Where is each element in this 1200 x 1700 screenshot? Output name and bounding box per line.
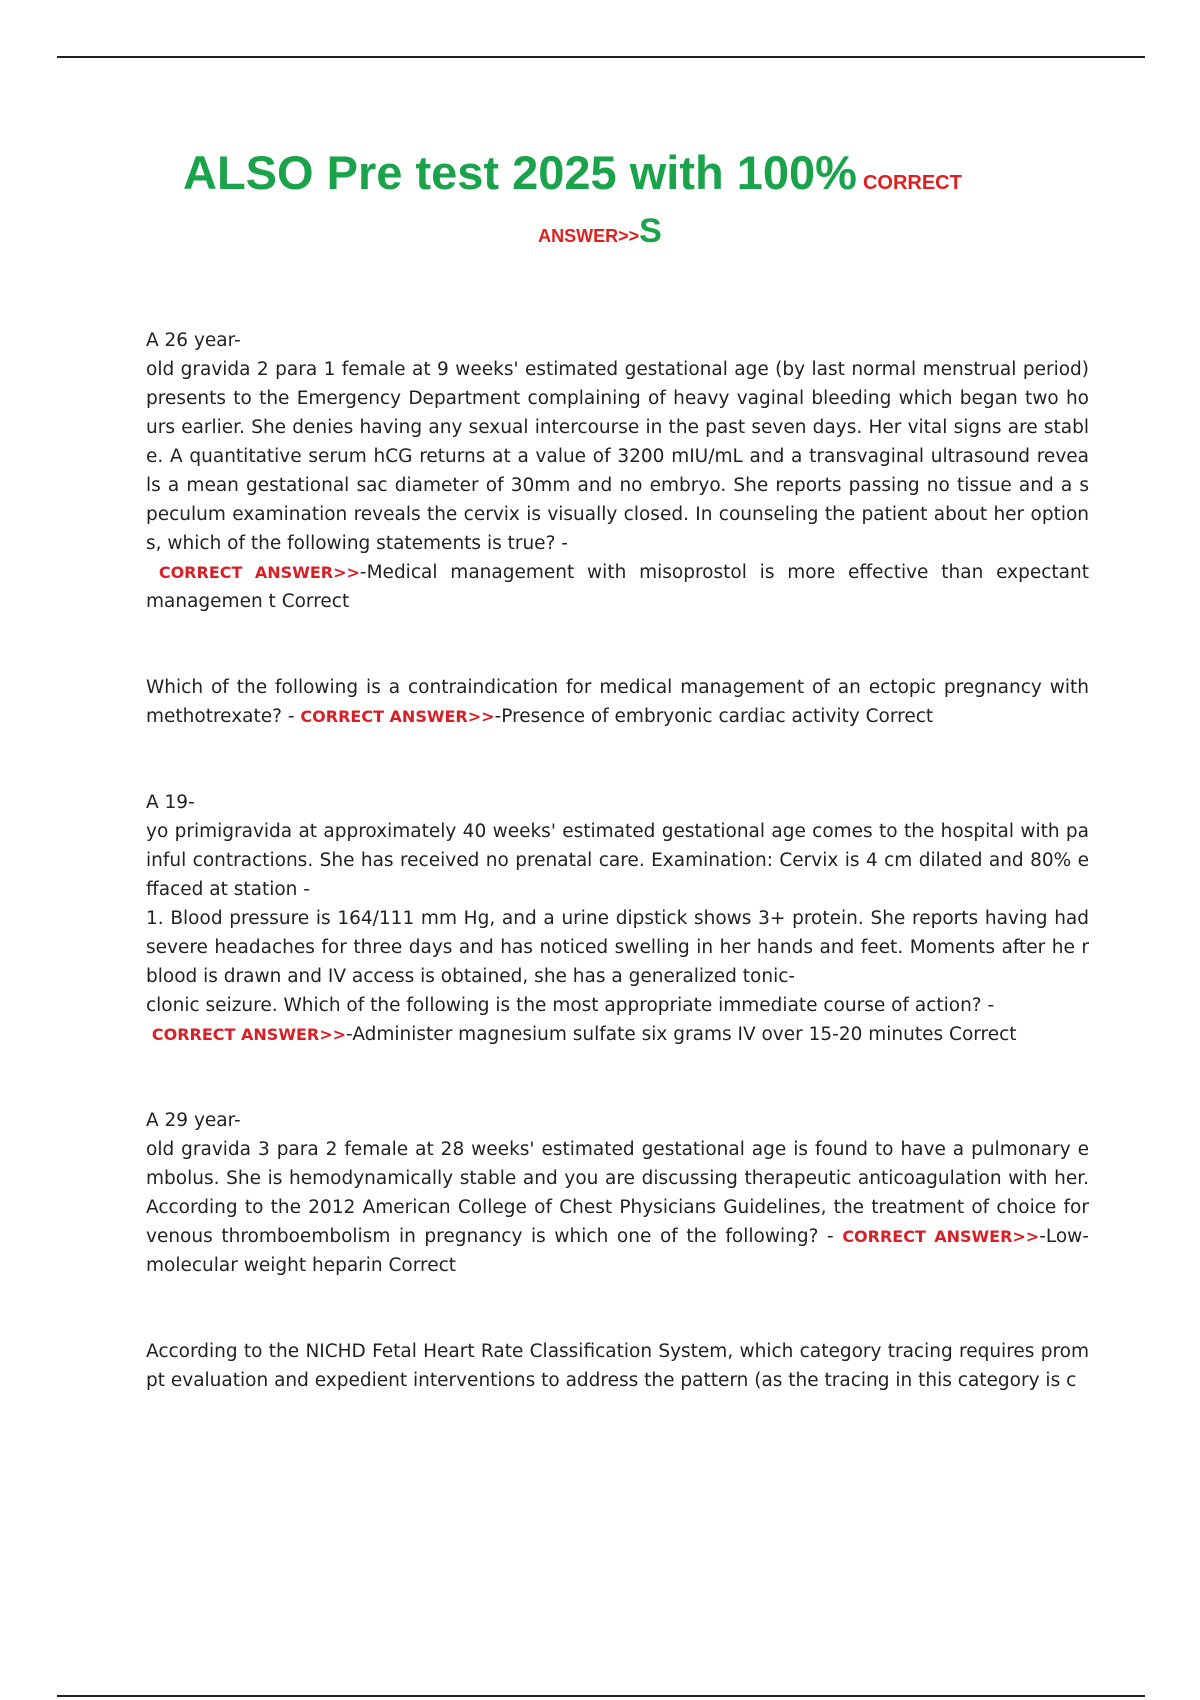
question-3 (146, 788, 1089, 1049)
question-text: Which of the following is a contraindication for medical management of an ectopic pregnancy with methotrexate? - CORRECT ANSWER>>-Presence of embryonic cardiac activity Correct (146, 677, 1089, 727)
answer-text: -Presence of embryonic cardiac activity Correct (494, 706, 934, 727)
question-5 (146, 1337, 1089, 1395)
bottom-rule (57, 1695, 1145, 1697)
question-text: old gravida 3 para 2 female at 28 weeks' estimated gestational age is found to have a pulmonary e mbolus. She is hemodynamically stable and you are discussing therapeutic anticoagulation with her. According to the 2012 American College of Chest Physicians Guidelines, the treatment of choice for venous thromboembolism in pregnancy is which one of the following? - CORRECT ANSWER>>-Low-molecular weight heparin Correct (146, 1139, 1089, 1276)
question-text-2: 1. Blood pressure is 164/111 mm Hg, and a urine dipstick shows 3+ protein. She reports having had severe headaches for three days and has noticed swelling in her hands and feet. Moments after he r blood is drawn and IV access is obtained, she has a generalized tonic- (146, 908, 1089, 987)
question-list (146, 326, 1089, 1395)
top-rule (57, 56, 1145, 58)
title-s: S (639, 212, 662, 250)
question-lead: A 19- (146, 792, 195, 813)
question-lead: A 29 year- (146, 1110, 241, 1131)
question-lead: A 26 year- (146, 330, 241, 351)
question-text-3: clonic seizure. Which of the following is the most appropriate immediate course of action? - (146, 995, 995, 1016)
question-2 (146, 673, 1089, 731)
document-title-continued (0, 212, 1200, 251)
answer-text: -Medical management with misoprostol is more effective than expectant managemen t Correct (146, 562, 1089, 612)
answer-label: CORRECT ANSWER>> (842, 1227, 1040, 1246)
answer-line (146, 1020, 1089, 1049)
answer-text: -Low-molecular weight heparin Correct (146, 1226, 1089, 1276)
answer-text: -Administer magnesium sulfate six grams IV over 15-20 minutes Correct (346, 1024, 1017, 1045)
answer-label: CORRECT ANSWER>> (300, 707, 495, 726)
title-main: ALSO Pre test 2025 with 100% (183, 146, 857, 199)
answer-label: CORRECT ANSWER>> (151, 1025, 347, 1044)
answer-label: CORRECT ANSWER>> (158, 563, 360, 582)
question-4 (146, 1106, 1089, 1280)
title-correct: CORRECT (862, 172, 962, 194)
question-text: According to the NICHD Fetal Heart Rate Classification System, which category tracing requires prom pt evaluation and expedient interventions to address the pattern (as the tracing in this category is c (146, 1341, 1089, 1391)
question-1 (146, 326, 1089, 616)
question-text: old gravida 2 para 1 female at 9 weeks' estimated gestational age (by last normal menstrual period) presents to the Emergency Department complaining of heavy vaginal bleeding which began two ho urs earlier. She denies having any sexual intercourse in the past seven days. Her vital signs are stabl e. A quantitative serum hCG returns at a value of 3200 mIU/mL and a transvaginal ultrasound revea ls a mean gestational sac diameter of 30mm and no embryo. She reports passing no tissue and a s peculum examination reveals the cervix is visually closed. In counseling the patient about her option s, which of the following statements is true? - CORRECT ANSWER>>-Medical management with misoprostol is more effective than expectant managemen t Correct (146, 359, 1089, 612)
document-title (183, 145, 1083, 200)
question-text: yo primigravida at approximately 40 weeks' estimated gestational age comes to the hospital with pa inful contractions. She has received no prenatal care. Examination: Cervix is 4 cm dilated and 80% e ffaced at station - (146, 821, 1089, 900)
title-answer: ANSWER>> (538, 226, 640, 246)
